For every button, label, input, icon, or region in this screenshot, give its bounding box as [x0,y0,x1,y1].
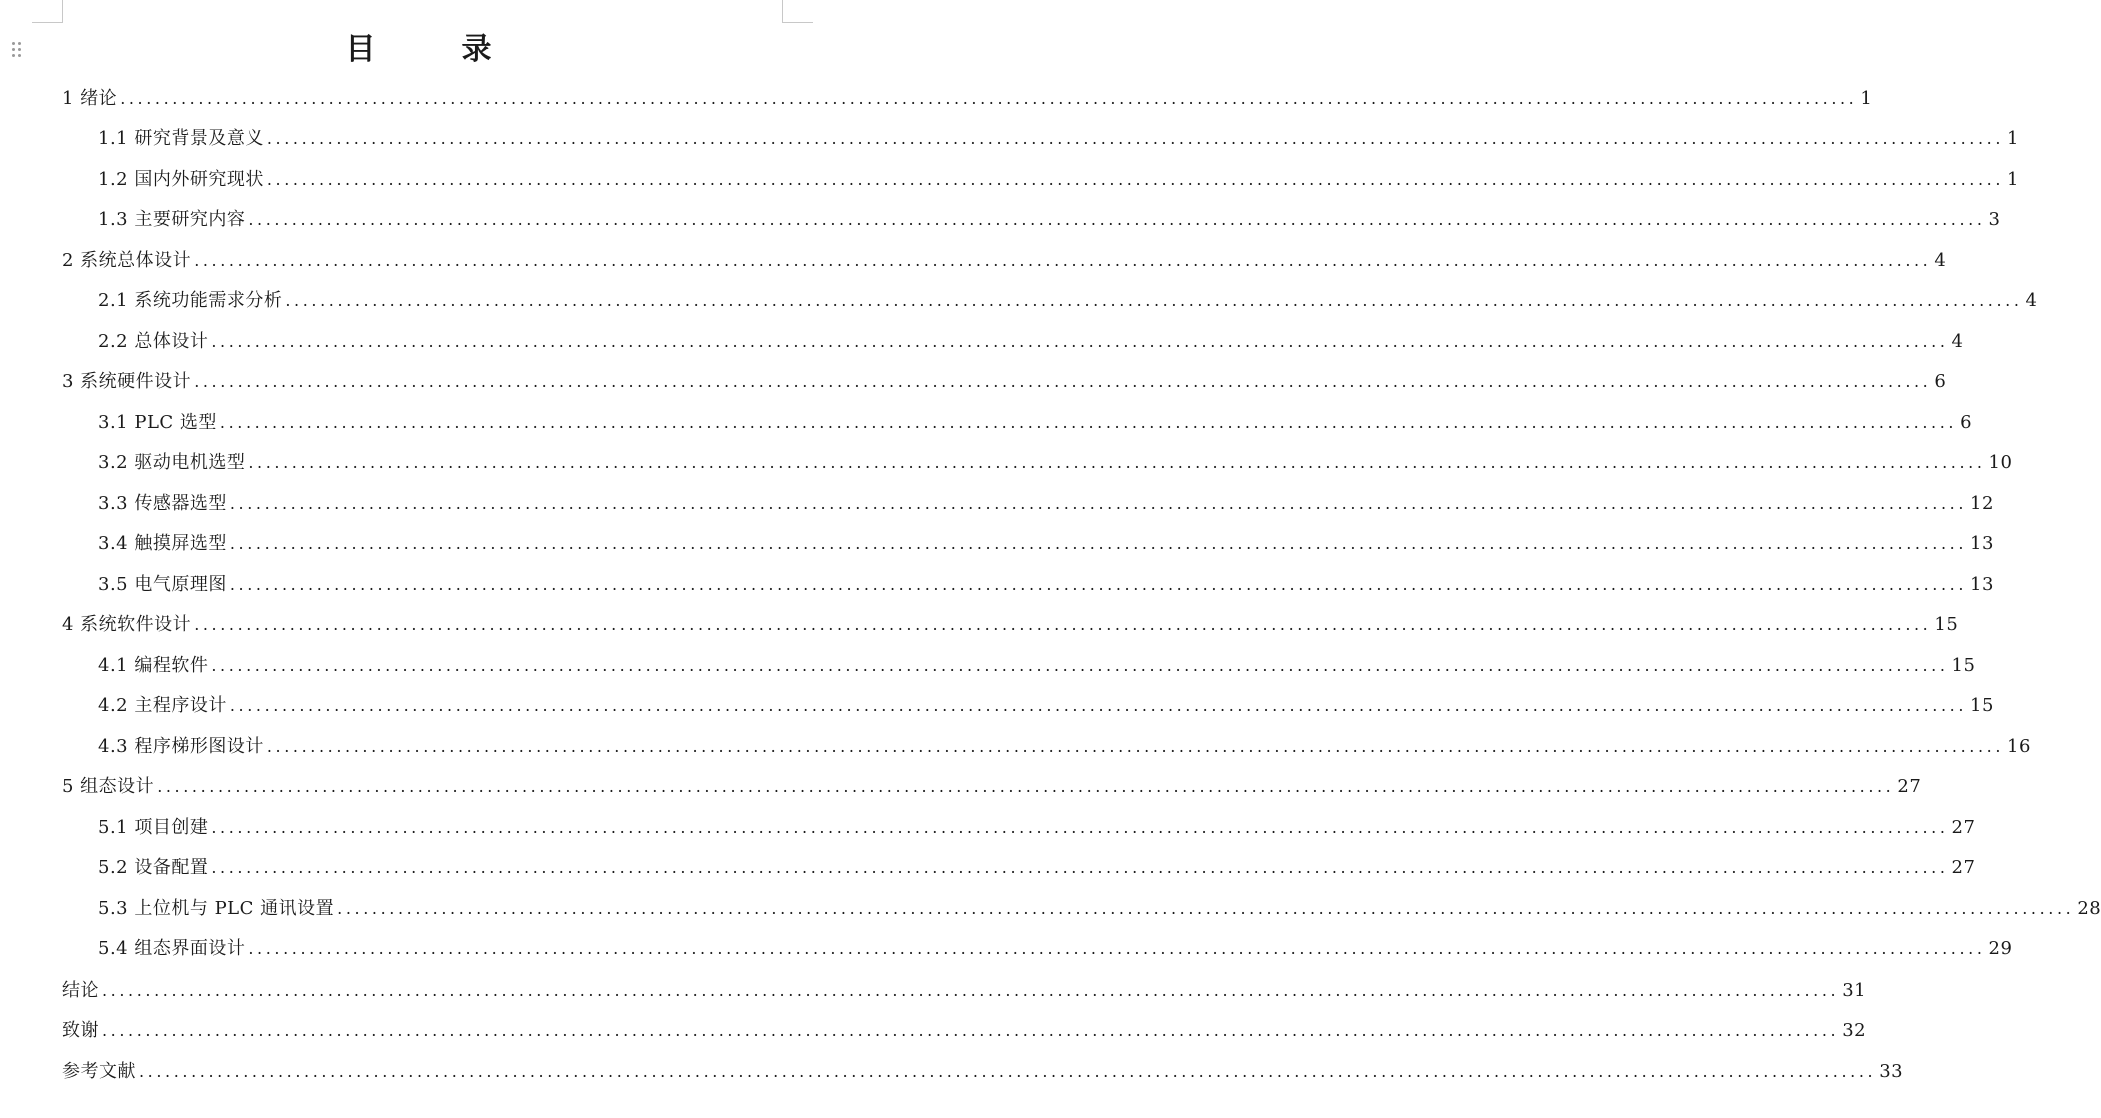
toc-leader-dots: ........................................................................................................................................................................................................ [194,372,1932,391]
toc-entry-page: 13 [1970,574,1994,595]
toc-entry-page: 27 [1951,817,1976,838]
toc-entry-page: 1 [1860,88,1873,109]
toc-entry[interactable] [98,124,2019,154]
toc-entry-page: 29 [1988,938,2013,959]
toc-entry[interactable] [62,1057,1904,1087]
toc-entry[interactable] [62,367,1947,397]
toc-entry[interactable] [62,246,1947,276]
toc-entry[interactable] [62,84,1873,114]
toc-entry-text: 3.4 触摸屏选型 [98,533,227,554]
toc-entry-text: 5.3 上位机与 PLC 通讯设置 [98,898,335,919]
toc-entry-page: 15 [1970,695,1994,716]
toc-entry-page: 4 [1934,250,1947,271]
toc-entry-page: 1 [2007,128,2019,149]
toc-entry-text: 4 系统软件设计 [62,614,192,635]
toc-entry[interactable] [98,327,1964,357]
toc-entry-text: 3.5 电气原理图 [98,574,227,595]
toc-leader-dots: ........................................................................................................................................................................................................ [211,332,1949,351]
toc-entry[interactable] [98,651,1976,681]
toc-entry-page: 16 [2007,736,2031,757]
toc-entry-page: 3 [1988,209,2001,230]
toc-leader-dots: ........................................................................................................................................................................................................ [102,981,1840,1000]
toc-entry-text: 5 组态设计 [62,776,155,797]
toc-title: 目 录 [345,32,520,67]
toc-entry-page: 1 [2007,169,2019,190]
toc-entry[interactable] [98,691,1994,721]
toc-entry-page: 33 [1879,1061,1904,1082]
toc-entry[interactable] [98,853,1976,883]
toc-leader-dots: ........................................................................................................................................................................................................ [211,656,1949,675]
toc-entry[interactable] [62,772,1922,802]
toc-entry-text: 4.3 程序梯形图设计 [98,736,264,757]
toc-entry-text: 3 系统硬件设计 [62,371,192,392]
toc-entry-text: 5.1 项目创建 [98,817,209,838]
toc-leader-dots: ........................................................................................................................................................................................................ [266,170,2005,189]
toc-entry-page: 32 [1842,1020,1867,1041]
toc-leader-dots: ........................................................................................................................................................................................................ [157,777,1895,796]
toc-leader-dots: ........................................................................................................................................................................................................ [139,1062,1877,1081]
toc-entry-text: 3.1 PLC 选型 [98,412,217,433]
toc-leader-dots: ........................................................................................................................................................................................................ [248,210,1986,229]
toc-entry-text: 参考文献 [62,1061,136,1082]
toc-entry-page: 27 [1897,776,1922,797]
toc-entry-text: 3.2 驱动电机选型 [98,452,246,473]
toc-leader-dots: ........................................................................................................................................................................................................ [194,615,1932,634]
toc-entry-text: 3.3 传感器选型 [98,493,227,514]
toc-entry-page: 10 [1988,452,2013,473]
toc-entry-text: 1 绪论 [62,88,118,109]
toc-entry[interactable] [98,570,1994,600]
toc-leader-dots: ........................................................................................................................................................................................................ [211,818,1949,837]
toc-leader-dots: ........................................................................................................................................................................................................ [229,696,1968,715]
toc-entry-text: 4.1 编程软件 [98,655,209,676]
crop-mark-top-right [782,0,813,23]
toc-leader-dots: ........................................................................................................................................................................................................ [219,413,1958,432]
toc-leader-dots: ........................................................................................................................................................................................................ [102,1021,1840,1040]
toc-entry-text: 2 系统总体设计 [62,250,192,271]
toc-leader-dots: ........................................................................................................................................................................................................ [266,129,2005,148]
toc-entry[interactable] [98,732,2031,762]
toc-leader-dots: ........................................................................................................................................................................................................ [266,737,2005,756]
crop-mark-top-left [32,0,63,23]
toc-leader-dots: ........................................................................................................................................................................................................ [229,575,1968,594]
toc-entry[interactable] [62,610,1959,640]
toc-entry[interactable] [98,934,2013,964]
toc-entry[interactable] [98,489,1994,519]
toc-entry-page: 28 [2077,898,2101,919]
toc-entry-page: 27 [1951,857,1976,878]
toc-leader-dots: ........................................................................................................................................................................................................ [337,899,2075,918]
toc-entry[interactable] [98,813,1976,843]
toc-entry[interactable] [98,205,2001,235]
toc-leader-dots: ........................................................................................................................................................................................................ [229,494,1968,513]
toc-entry-page: 15 [1951,655,1976,676]
toc-leader-dots: ........................................................................................................................................................................................................ [194,251,1932,270]
toc-entry-page: 12 [1970,493,1994,514]
toc-entry-text: 1.3 主要研究内容 [98,209,246,230]
toc-entry[interactable] [98,408,1973,438]
toc-entry-page: 15 [1934,614,1959,635]
toc-leader-dots: ........................................................................................................................................................................................................ [285,291,2023,310]
toc-entry-page: 31 [1842,980,1867,1001]
toc-entry-page: 6 [1934,371,1947,392]
toc-entry-text: 1.1 研究背景及意义 [98,128,264,149]
toc-leader-dots: ........................................................................................................................................................................................................ [229,534,1968,553]
toc-entry-text: 2.1 系统功能需求分析 [98,290,283,311]
toc-entry-text: 5.4 组态界面设计 [98,938,246,959]
toc-entry[interactable] [98,448,2013,478]
toc-entry[interactable] [98,165,2019,195]
toc-entry-page: 4 [2025,290,2038,311]
toc-entry[interactable] [62,1016,1867,1046]
toc-entry-text: 4.2 主程序设计 [98,695,227,716]
toc-entry-page: 6 [1960,412,1973,433]
toc-entry[interactable] [62,976,1867,1006]
toc-entry-text: 2.2 总体设计 [98,331,209,352]
toc-leader-dots: ........................................................................................................................................................................................................ [248,939,1986,958]
toc-entry-page: 4 [1951,331,1964,352]
toc-entry-text: 致谢 [62,1020,99,1041]
toc-entry-text: 结论 [62,980,99,1001]
toc-leader-dots: ........................................................................................................................................................................................................ [211,858,1949,877]
toc-leader-dots: ........................................................................................................................................................................................................ [120,89,1858,108]
toc-leader-dots: ........................................................................................................................................................................................................ [248,453,1986,472]
toc-entry-text: 1.2 国内外研究现状 [98,169,264,190]
toc-entry[interactable] [98,286,2038,316]
toc-entry[interactable] [98,894,2101,924]
toc-entry[interactable] [98,529,1994,559]
toc-entry-text: 5.2 设备配置 [98,857,209,878]
toc-entry-page: 13 [1970,533,1994,554]
